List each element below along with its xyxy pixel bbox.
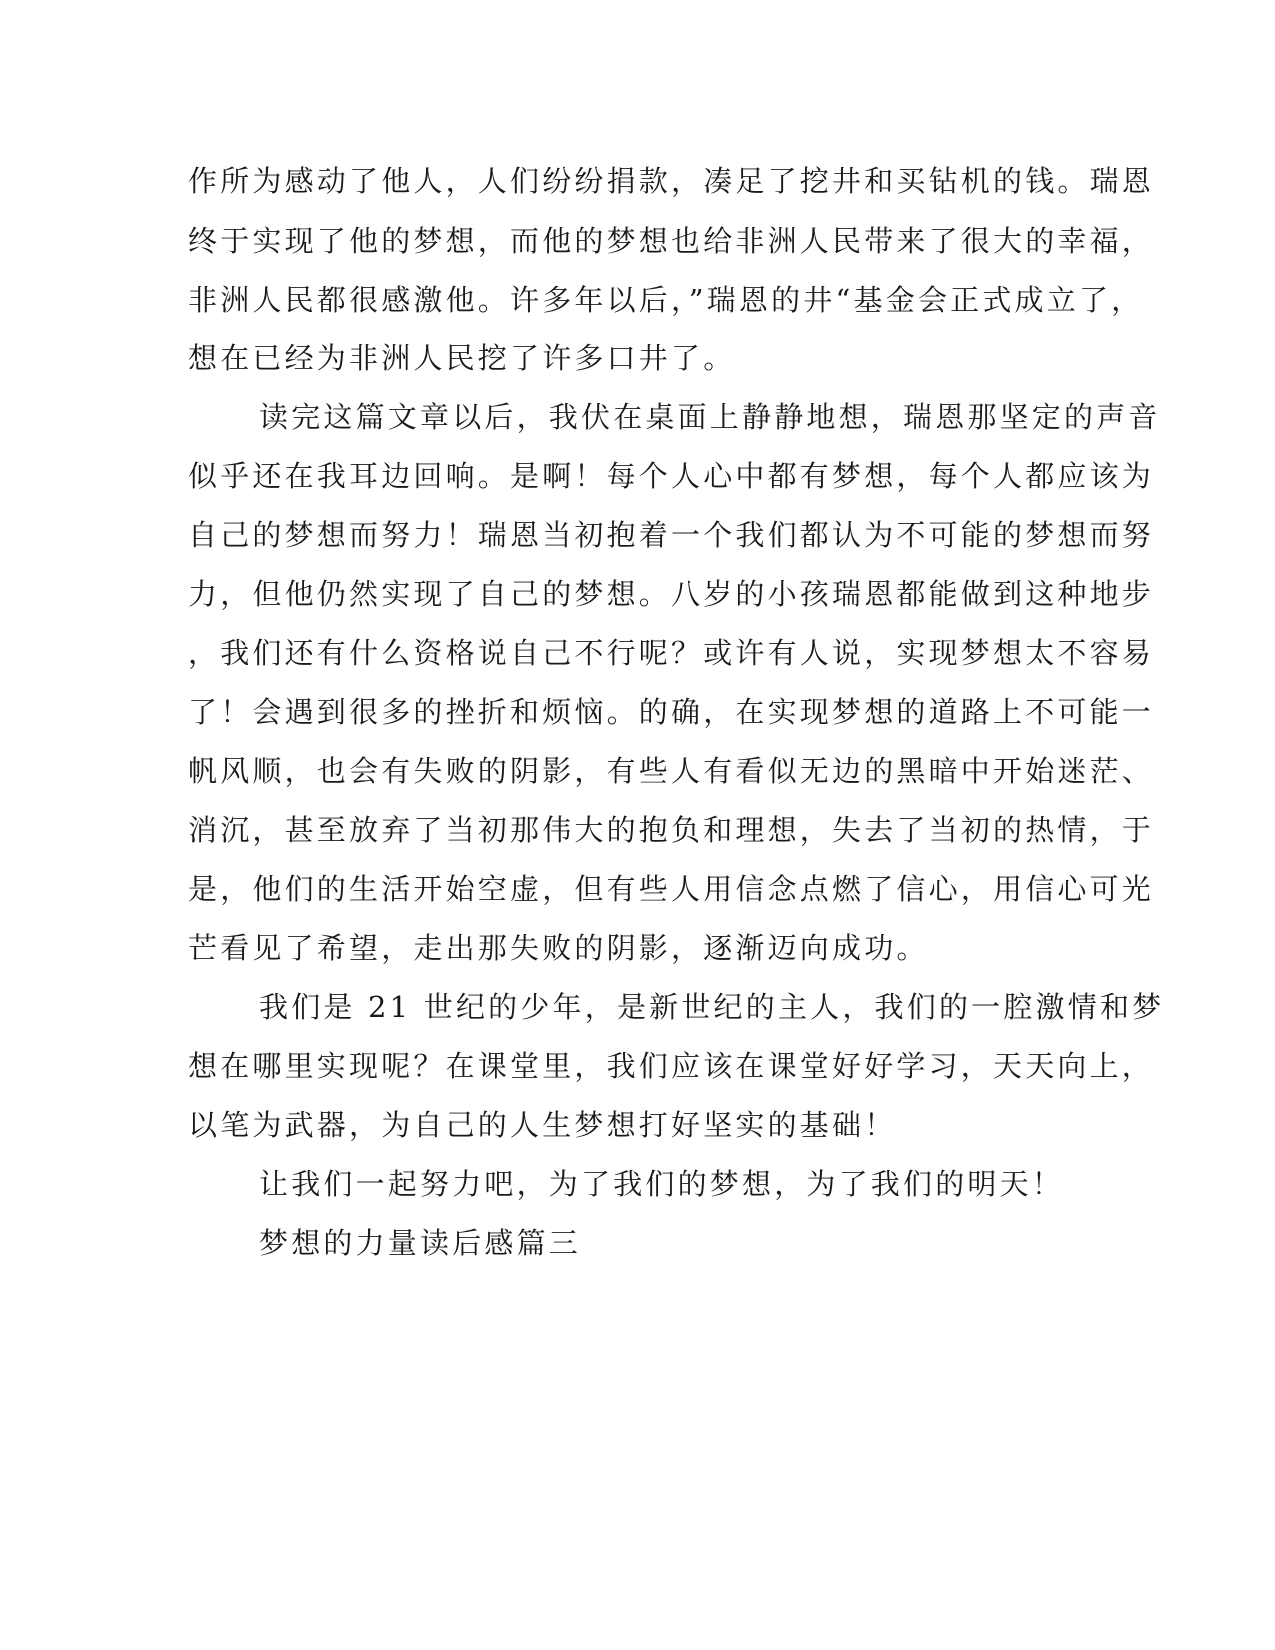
text-line: 芒看见了希望，走出那失败的阴影，逐渐迈向成功。 [188, 931, 929, 965]
text-line: 似乎还在我耳边回响。是啊！每个人心中都有梦想，每个人都应该为 [188, 459, 1155, 493]
text-line: 作所为感动了他人，人们纷纷捐款，凑足了挖井和买钻机的钱。瑞恩 [188, 164, 1155, 198]
text-line: 是，他们的生活开始空虚，但有些人用信念点燃了信心，用信心可光 [188, 872, 1155, 906]
text-line: 以笔为武器，为自己的人生梦想打好坚实的基础！ [188, 1108, 897, 1142]
paragraph-first-line: 读完这篇文章以后，我伏在桌面上静静地想，瑞恩那坚定的声音 [259, 400, 1161, 434]
text-line: 非洲人民都很感激他。许多年以后，”瑞恩的井“基金会正式成立了， [188, 283, 1144, 317]
text-line: 自己的梦想而努力！瑞恩当初抱着一个我们都认为不可能的梦想而努 [188, 518, 1155, 552]
text-line: 力，但他仍然实现了自己的梦想。八岁的小孩瑞恩都能做到这种地步 [188, 577, 1155, 611]
text-line: 想在哪里实现呢？在课堂里，我们应该在课堂好好学习，天天向上， [188, 1049, 1155, 1083]
paragraph-first-line: 让我们一起努力吧，为了我们的梦想，为了我们的明天！ [259, 1167, 1065, 1201]
text-line: 帆风顺，也会有失败的阴影，有些人有看似无边的黑暗中开始迷茫、 [188, 754, 1155, 788]
section-heading: 梦想的力量读后感篇三 [259, 1226, 582, 1260]
text-line: 消沉，甚至放弃了当初那伟大的抱负和理想，失去了当初的热情，于 [188, 813, 1155, 847]
text-line: ，我们还有什么资格说自己不行呢？或许有人说，实现梦想太不容易 [188, 636, 1155, 670]
text-line: 了！会遇到很多的挫折和烦恼。的确，在实现梦想的道路上不可能一 [188, 695, 1155, 729]
text-line: 想在已经为非洲人民挖了许多口井了。 [188, 341, 736, 375]
text-line: 终于实现了他的梦想，而他的梦想也给非洲人民带来了很大的幸福， [188, 224, 1155, 258]
paragraph-first-line: 我们是 21 世纪的少年，是新世纪的主人，我们的一腔激情和梦 [259, 990, 1165, 1024]
